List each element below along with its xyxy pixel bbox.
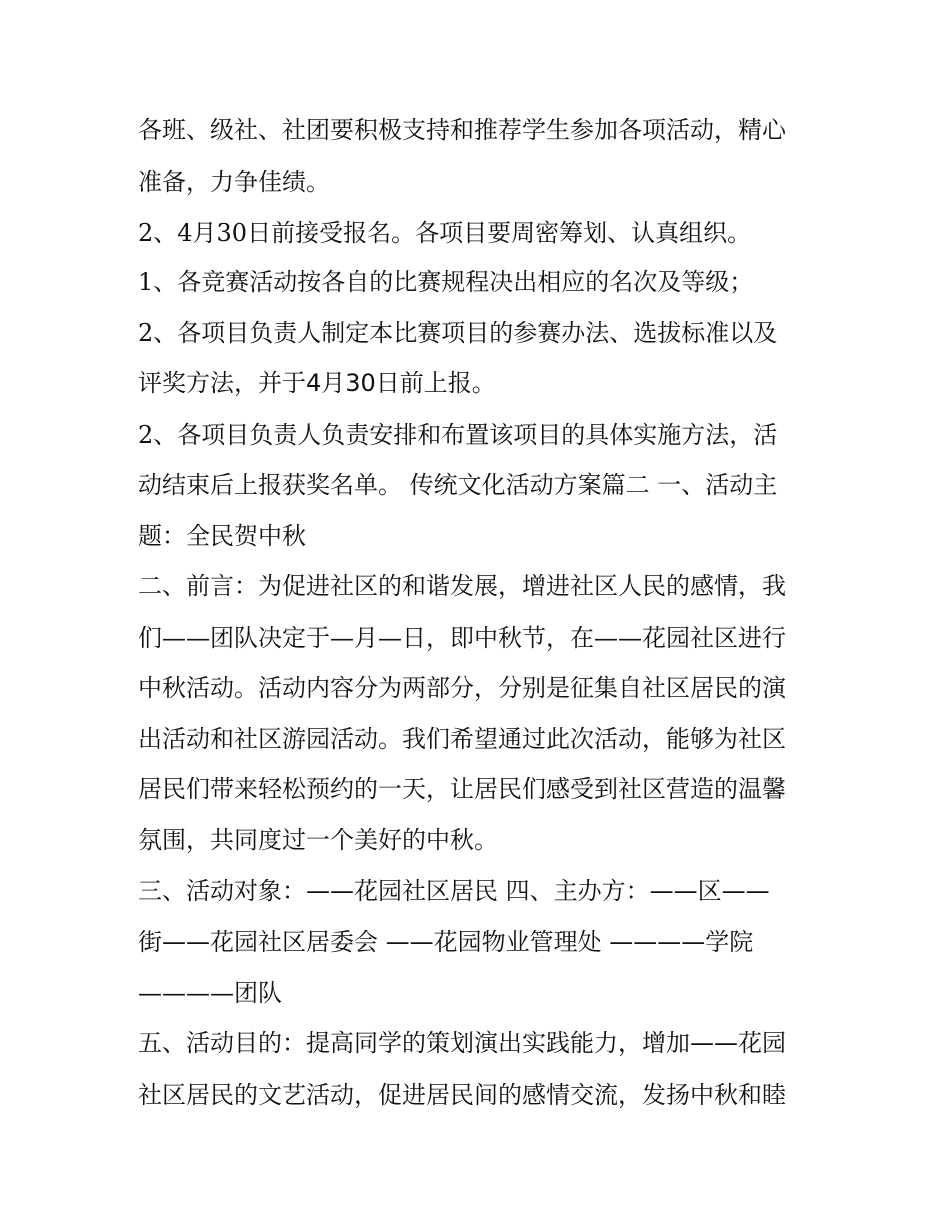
text-line-18: ————团队 <box>138 979 282 1007</box>
text-line-11: 们——团队决定于—月—日，即中秋节，在——花园社区进行 <box>138 624 786 652</box>
text-line-2: 准备，力争佳绩。 <box>138 168 330 196</box>
text-line-7: 2、各项目负责人负责安排和布置该项目的具体实施方法，活 <box>138 421 778 449</box>
text-line-19: 五、活动目的：提高同学的策划演出实践能力，增加——花园 <box>138 1029 786 1057</box>
text-line-20: 社区居民的文艺活动，促进居民间的感情交流，发扬中秋和睦 <box>138 1081 786 1109</box>
text-line-1: 各班、级社、社团要积极支持和推荐学生参加各项活动，精心 <box>138 116 786 144</box>
text-line-10: 二、前言：为促进社区的和谐发展，增进社区人民的感情，我 <box>138 572 786 600</box>
text-line-9: 题：全民贺中秋 <box>138 522 306 550</box>
text-line-16: 三、活动对象：——花园社区居民 四、主办方：——区—— <box>138 877 770 905</box>
text-line-4: 1、各竞赛活动按各自的比赛规程决出相应的名次及等级； <box>138 268 754 296</box>
text-line-13: 出活动和社区游园活动。我们希望通过此次活动，能够为社区 <box>138 725 786 753</box>
text-line-8: 动结束后上报获奖名单。 传统文化活动方案篇二 一、活动主 <box>138 471 778 499</box>
text-line-5: 2、各项目负责人制定本比赛项目的参赛办法、选拔标准以及 <box>138 319 778 347</box>
text-line-17: 街——花园社区居委会 ——花园物业管理处 ————学院 <box>138 928 754 956</box>
text-line-12: 中秋活动。活动内容分为两部分，分别是征集自社区居民的演 <box>138 674 786 702</box>
text-line-14: 居民们带来轻松预约的一天，让居民们感受到社区营造的温馨 <box>138 775 786 803</box>
text-line-15: 氛围，共同度过一个美好的中秋。 <box>138 826 498 854</box>
text-line-6: 评奖方法，并于4月30日前上报。 <box>138 369 496 397</box>
text-line-3: 2、4月30日前接受报名。各项目要周密筹划、认真组织。 <box>138 219 752 247</box>
